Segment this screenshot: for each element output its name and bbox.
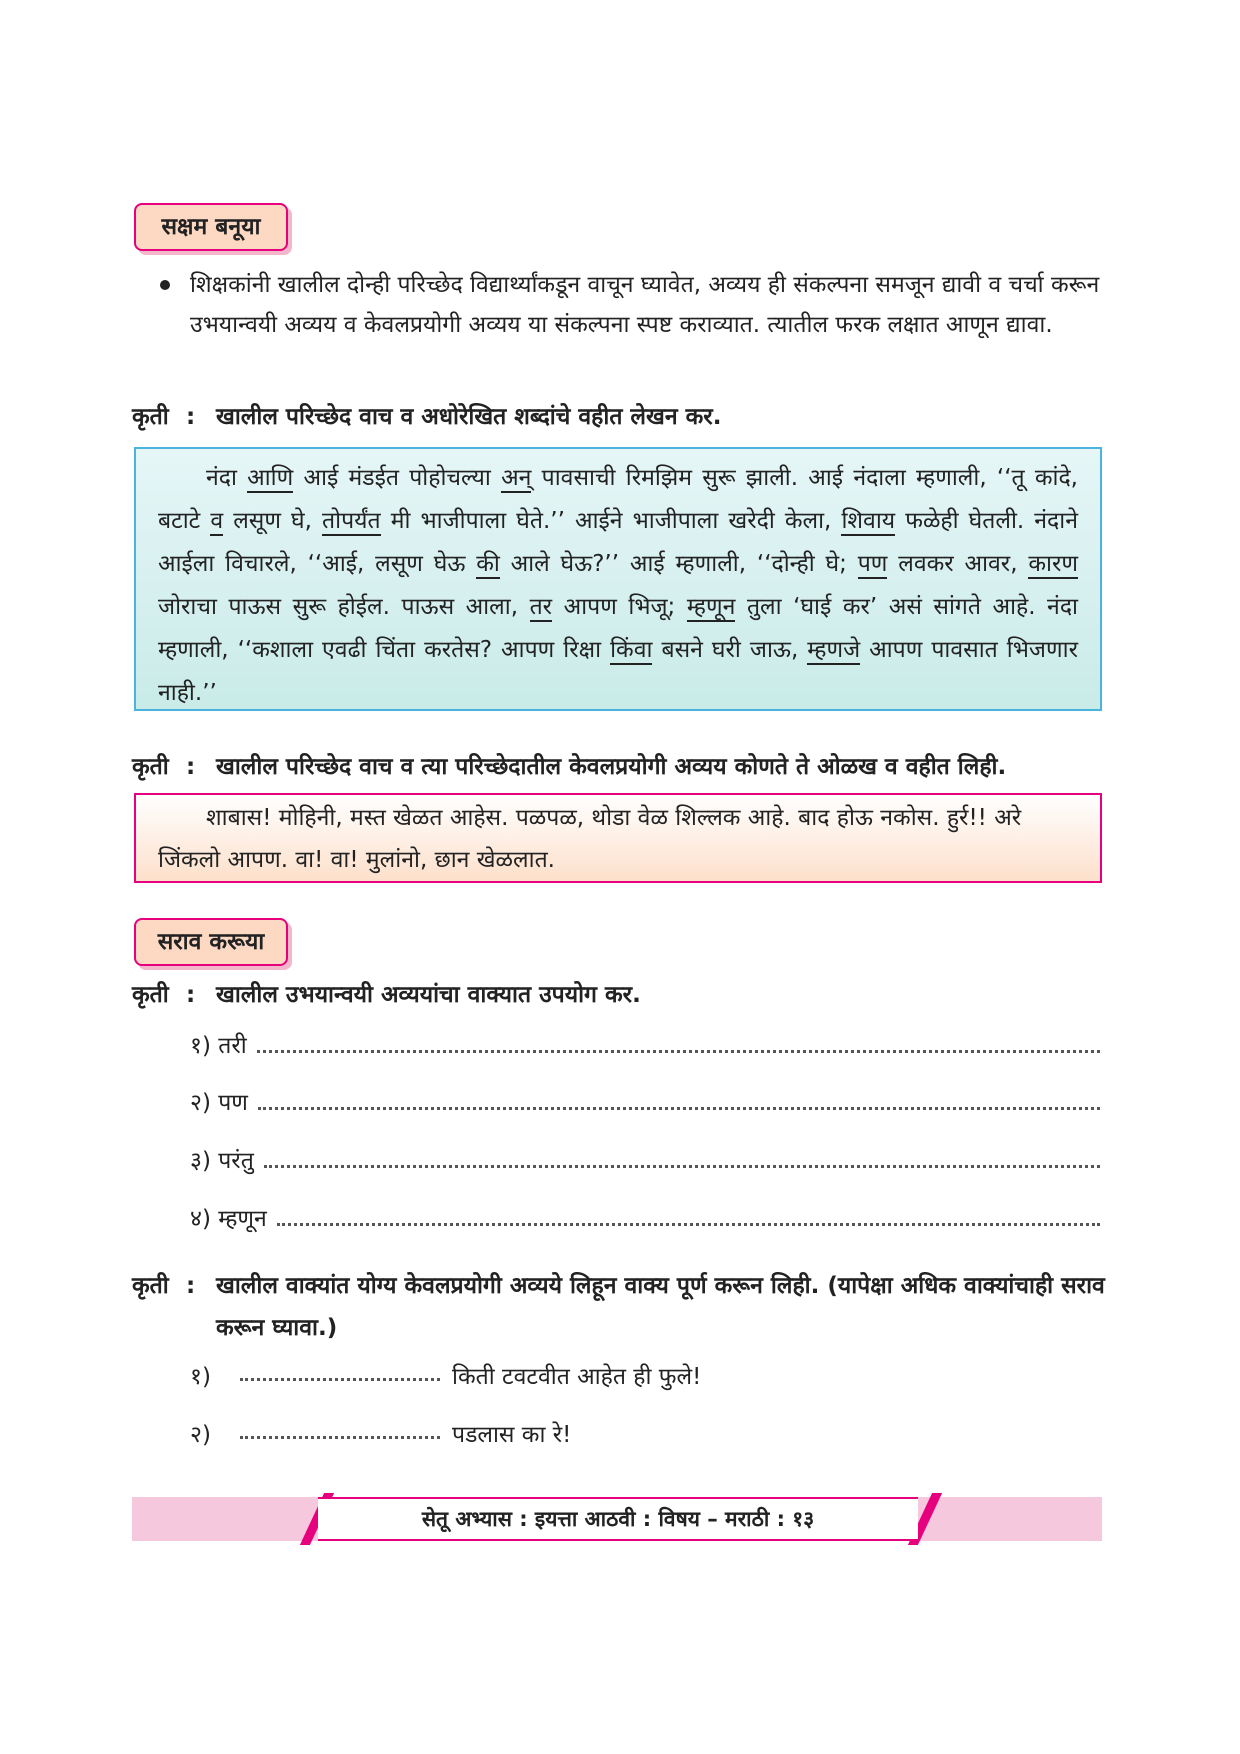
underlined-word: अन् [501,465,532,491]
section-label-sarav-karuya: सराव करूया [134,918,288,966]
exercise-line [190,1087,1100,1118]
task-colon: : [186,754,196,780]
passage-segment: लवकर आवर, [887,551,1029,577]
sentence-text: पडलास का रे! [452,1422,572,1448]
task-1-text: खालील परिच्छेद वाच व अधोरेखित शब्दांचे वहीत लेखन कर. [216,404,722,430]
underlined-word: कारण [1028,551,1078,577]
exercise-line [190,1203,1100,1234]
passage-2-text: शाबास! मोहिनी, मस्त खेळत आहेस. पळपळ, थोडा वेळ शिल्लक आहे. बाद होऊ नकोस. हुर्र!! अरे जिंकलो आपण. वा! वा! मुलांनो, छान खेळलात. [158,805,1022,873]
task-2 [132,747,1006,787]
answer-blank[interactable] [257,1030,1100,1053]
passage-1-box [134,447,1102,711]
exercise-word: ३) परंतु [190,1148,254,1174]
answer-blank[interactable] [240,1360,440,1381]
sentence-text: किती टवटवीत आहेत ही फुले! [452,1364,702,1390]
passage-segment: आले घेऊ?’’ आई म्हणाली, ‘‘दोन्ही घे; [499,551,858,577]
bullet-icon [160,280,170,290]
passage-segment: फळेही घेतली. नंदाने आईला विचारले, ‘‘आई, लसूण घेऊ [158,508,1078,577]
task-label: कृती [132,982,169,1008]
passage-1-text [158,457,1078,715]
passage-segment: जोराचा पाऊस सुरू होईल. पाऊस आला, [158,594,530,620]
task-4 [132,1265,1107,1349]
task-1 [132,397,721,437]
sentence-line [190,1360,701,1392]
teacher-instruction-text: शिक्षकांनी खालील दोन्ही परिच्छेद विद्यार्थ्यांकडून वाचून घ्यावेत, अव्यय ही संकल्पना समजून द्यावी व चर्चा करून उभयान्वयी अव्यय व केवलप्रयोगी अव्यय या संकल्पना स्पष्ट कराव्यात. त्यातील फरक लक्षात आणून द्यावा. [190,272,1100,338]
passage-segment: लसूण घे, [223,508,323,534]
underlined-word: म्हणून [686,594,736,620]
underlined-word: व [210,508,224,534]
passage-segment: नंदा [206,465,248,491]
passage-segment: आपण भिजू; [552,594,687,620]
underlined-word: आणि [247,465,294,491]
answer-blank[interactable] [264,1145,1100,1168]
answer-blank[interactable] [240,1418,440,1439]
exercise-word: १) तरी [190,1033,247,1059]
underlined-word: पण [857,551,888,577]
underlined-word: की [476,551,500,577]
underlined-word: म्हणजे [807,637,861,663]
task-label: कृती [132,404,169,430]
answer-blank[interactable] [258,1087,1100,1110]
page-footer: सेतू अभ्यास : इयत्ता आठवी : विषय – मराठी : १३ [318,1497,918,1541]
passage-segment: पावसाची रिमझिम सुरू झाली. आई नंदाला म्हणाली, ‘‘तू कांदे, बटाटे [158,465,1078,534]
answer-blank[interactable] [277,1203,1100,1226]
underlined-word: तर [529,594,553,620]
passage-segment: बसने घरी जाऊ, [652,637,808,663]
task-3 [132,975,641,1015]
underlined-word: शिवाय [841,508,896,534]
passage-segment: मी भाजीपाला घेते.’’ आईने भाजीपाला खरेदी केला, [380,508,842,534]
section-label-saksham-banuya: सक्षम बनूया [134,203,288,251]
passage-2-box [134,793,1102,883]
task-4-text: खालील वाक्यांत योग्य केवलप्रयोगी अव्यये लिहून वाक्य पूर्ण करून लिही. (यापेक्षा अधिक वाक्यांचाही सराव करून घ्यावा.) [216,1273,1105,1341]
task-label: कृती [132,754,169,780]
task-3-text: खालील उभयान्वयी अव्ययांचा वाक्यात उपयोग कर. [216,982,641,1008]
task-colon: : [186,1273,196,1299]
task-2-text: खालील परिच्छेद वाच व त्या परिच्छेदातील केवलप्रयोगी अव्यय कोणते ते ओळख व वहीत लिही. [216,754,1007,780]
task-colon: : [186,404,196,430]
sentence-line [190,1418,571,1450]
exercise-word: २) पण [190,1090,248,1116]
task-colon: : [186,982,196,1008]
underlined-word: किंवा [610,637,653,663]
sentence-number: २) [190,1422,211,1448]
underlined-word: तोपर्यंत [322,508,381,534]
passage-segment: तुला ‘घाई कर’ असं सांगते आहे. नंदा म्हणाली, ‘‘कशाला एवढी चिंता करतेस? आपण रिक्षा [158,594,1078,663]
exercise-line [190,1145,1100,1176]
exercise-word: ४) म्हणून [190,1206,267,1232]
passage-segment: आई मंडईत पोहोचल्या [293,465,502,491]
teacher-instruction [160,265,1120,345]
task-label: कृती [132,1273,169,1299]
sentence-number: १) [190,1364,211,1390]
exercise-line [190,1030,1100,1061]
passage-segment: आपण पावसात भिजणार नाही.’’ [158,637,1078,706]
